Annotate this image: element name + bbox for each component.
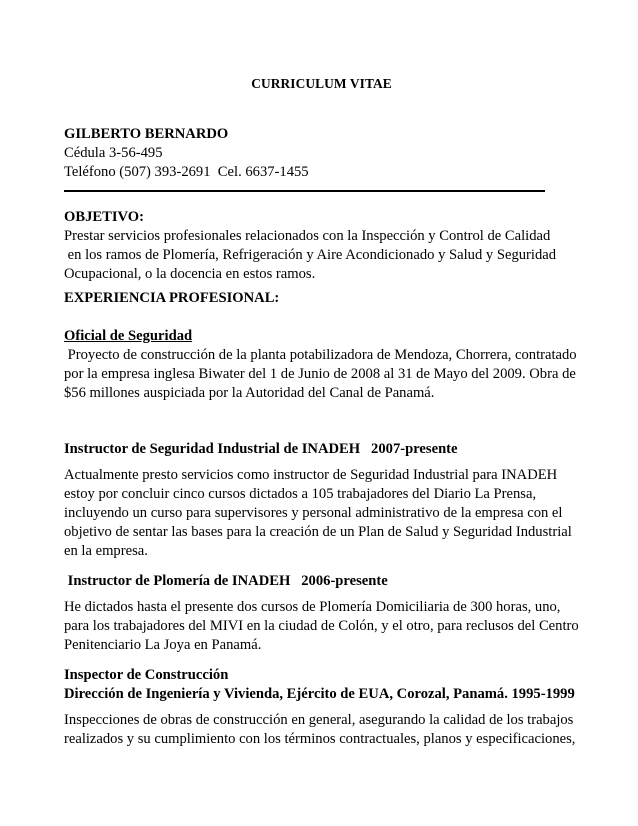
job-inspector-construccion	[64, 666, 584, 749]
person-name: GILBERTO BERNARDO	[64, 126, 229, 142]
job-line: He dictados hasta el presente dos cursos de Plomería Domiciliaria de 300 horas, uno,	[64, 599, 561, 615]
job-line: objetivo de sentar las bases para la creación de un Plan de Salud y Seguridad Industrial	[64, 524, 572, 540]
header-divider	[64, 190, 545, 192]
experiencia-heading-text: EXPERIENCIA PROFESIONAL:	[64, 290, 280, 306]
contact-block	[64, 125, 584, 182]
job-line: para los trabajadores del MIVI en la ciudad de Colón, y el otro, para reclusos del Centro	[64, 618, 579, 634]
document-page	[64, 0, 584, 826]
job-line: $56 millones auspiciada por la Autoridad del Canal de Panamá.	[64, 385, 435, 401]
cedula-line: Cédula 3-56-495	[64, 145, 163, 161]
job-line: estoy por concluir cinco cursos dictados a 105 trabajadores del Diario La Prensa,	[64, 486, 537, 502]
objetivo-line: Ocupacional, o la docencia en estos ramos.	[64, 266, 316, 282]
job-line: incluyendo un curso para supervisores y personal administrativo de la empresa con el	[64, 505, 563, 521]
job-line: realizados y su cumplimiento con los términos contractuales, planos y especificaciones,	[64, 731, 576, 747]
job-line: en la empresa.	[64, 543, 148, 559]
job-line: Inspecciones de obras de construcción en general, asegurando la calidad de los trabajos	[64, 712, 574, 728]
job-line: Penitenciario La Joya en Panamá.	[64, 637, 262, 653]
job-instructor-plomeria	[64, 572, 584, 655]
objetivo-line: en los ramos de Plomería, Refrigeración y Aire Acondicionado y Salud y Seguridad	[64, 247, 557, 263]
objetivo-line: Prestar servicios profesionales relacionados con la Inspección y Control de Calidad	[64, 228, 551, 244]
objetivo-section	[64, 208, 584, 284]
phone-line: Teléfono (507) 393-2691 Cel. 6637-1455	[64, 164, 309, 180]
job-subtitle: Dirección de Ingeniería y Vivienda, Ejército de EUA, Corozal, Panamá. 1995-1999	[64, 686, 575, 702]
job-title: Inspector de Construcción	[64, 667, 229, 683]
job-title: Instructor de Seguridad Industrial de INADEH 2007-presente	[64, 441, 458, 457]
objetivo-heading: OBJETIVO:	[64, 209, 144, 225]
job-line: Proyecto de construcción de la planta potabilizadora de Mendoza, Chorrera, contratado	[64, 347, 577, 363]
job-instructor-seguridad	[64, 440, 584, 561]
job-line: por la empresa inglesa Biwater del 1 de Junio de 2008 al 31 de Mayo del 2009. Obra de	[64, 366, 576, 382]
experiencia-heading	[64, 289, 584, 308]
document-title: CURRICULUM VITAE	[251, 76, 392, 91]
job-oficial-seguridad	[64, 327, 584, 403]
job-title: Oficial de Seguridad	[64, 328, 193, 344]
job-line: Actualmente presto servicios como instructor de Seguridad Industrial para INADEH	[64, 467, 558, 483]
job-title: Instructor de Plomería de INADEH 2006-presente	[64, 573, 388, 589]
